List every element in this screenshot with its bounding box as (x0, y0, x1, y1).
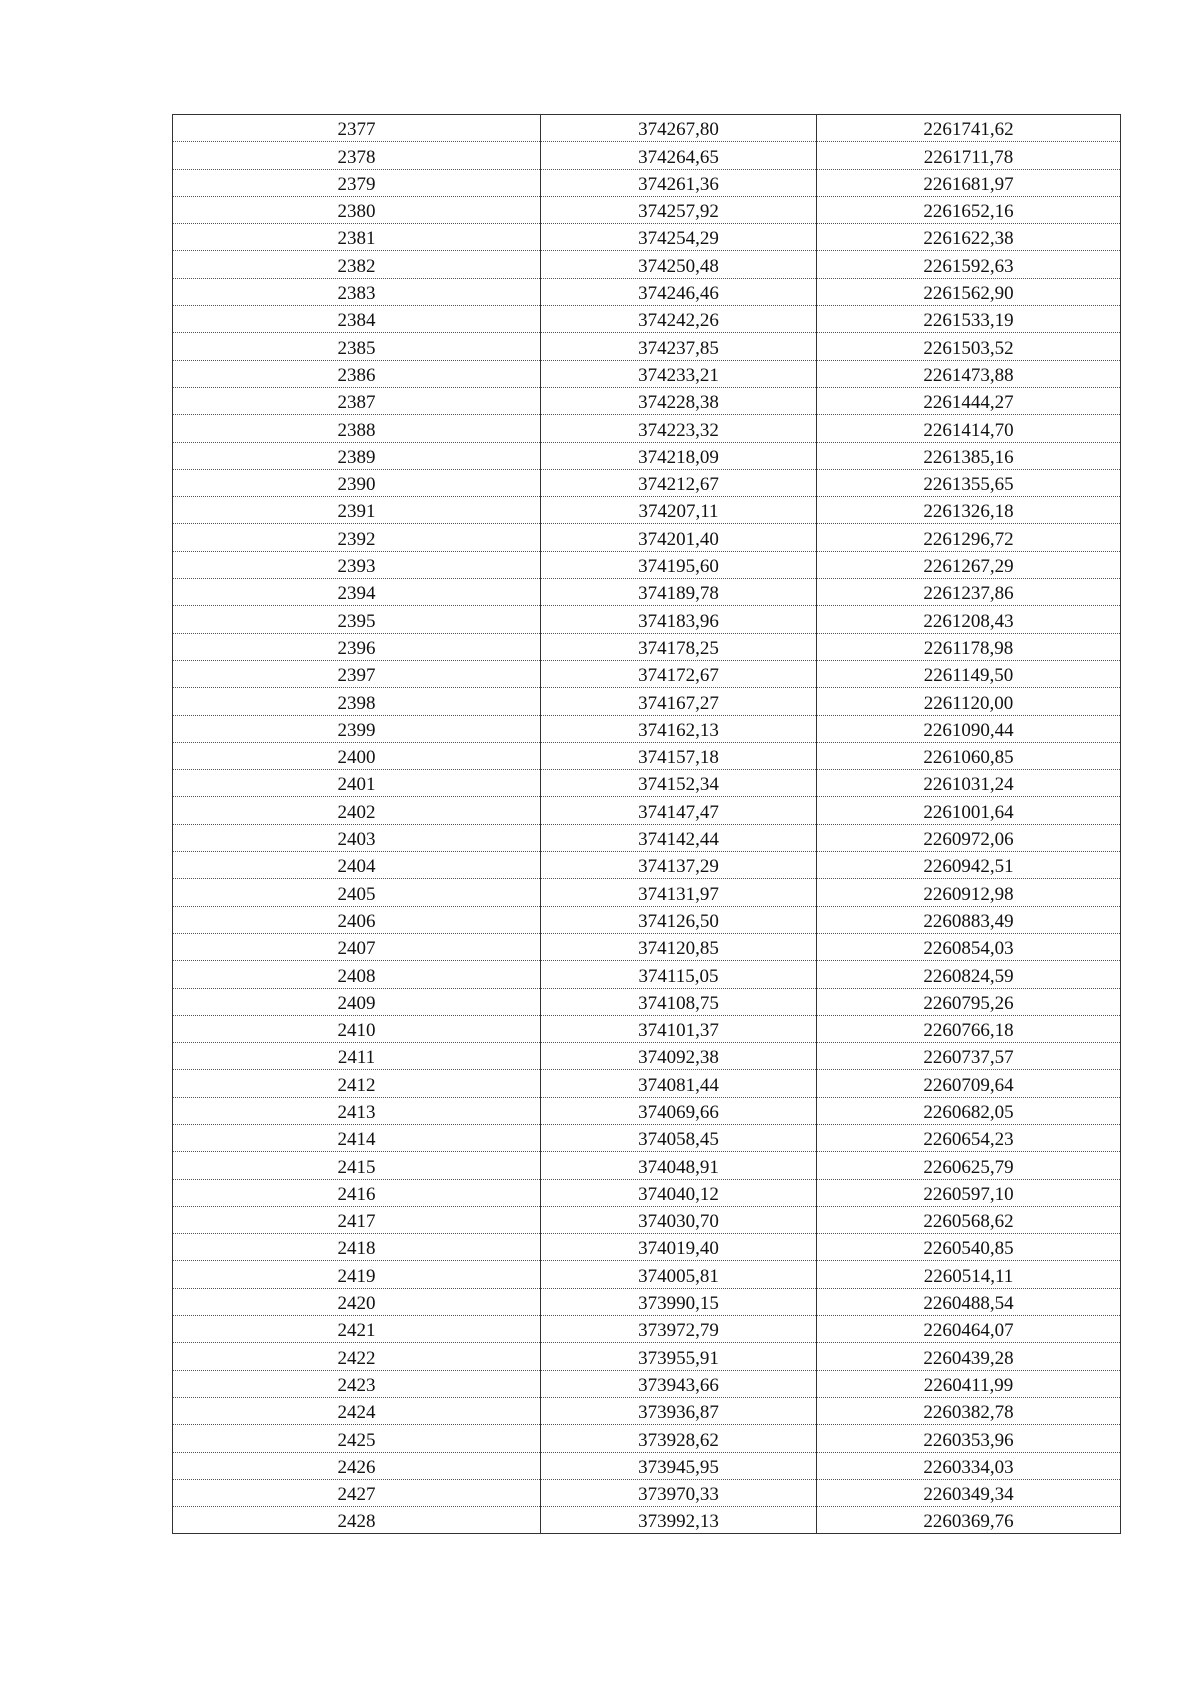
point-number-cell: 2389 (173, 442, 541, 469)
x-coordinate-cell: 374261,36 (541, 169, 817, 196)
x-coordinate-cell: 373992,13 (541, 1507, 817, 1534)
point-number-cell: 2402 (173, 797, 541, 824)
point-number-cell: 2410 (173, 1015, 541, 1042)
table-row (173, 1152, 1121, 1179)
y-coordinate-cell: 2261652,16 (817, 196, 1121, 223)
table-row (173, 1234, 1121, 1261)
y-coordinate-cell: 2260682,05 (817, 1097, 1121, 1124)
x-coordinate-cell: 374040,12 (541, 1179, 817, 1206)
table-row (173, 442, 1121, 469)
y-coordinate-cell: 2260514,11 (817, 1261, 1121, 1288)
y-coordinate-cell: 2260353,96 (817, 1425, 1121, 1452)
y-coordinate-cell: 2261060,85 (817, 742, 1121, 769)
x-coordinate-cell: 373970,33 (541, 1479, 817, 1506)
point-number-cell: 2382 (173, 251, 541, 278)
y-coordinate-cell: 2261208,43 (817, 606, 1121, 633)
table-row (173, 852, 1121, 879)
y-coordinate-cell: 2260439,28 (817, 1343, 1121, 1370)
table-row (173, 606, 1121, 633)
x-coordinate-cell: 374152,34 (541, 770, 817, 797)
point-number-cell: 2420 (173, 1288, 541, 1315)
table-row (173, 660, 1121, 687)
y-coordinate-cell: 2260854,03 (817, 933, 1121, 960)
table-row (173, 1043, 1121, 1070)
x-coordinate-cell: 374126,50 (541, 906, 817, 933)
point-number-cell: 2378 (173, 142, 541, 169)
x-coordinate-cell: 374030,70 (541, 1206, 817, 1233)
point-number-cell: 2401 (173, 770, 541, 797)
table-row (173, 879, 1121, 906)
point-number-cell: 2387 (173, 387, 541, 414)
y-coordinate-cell: 2260942,51 (817, 852, 1121, 879)
y-coordinate-cell: 2260795,26 (817, 988, 1121, 1015)
point-number-cell: 2416 (173, 1179, 541, 1206)
x-coordinate-cell: 374120,85 (541, 933, 817, 960)
x-coordinate-cell: 373955,91 (541, 1343, 817, 1370)
x-coordinate-cell: 374147,47 (541, 797, 817, 824)
table-row (173, 742, 1121, 769)
table-row (173, 333, 1121, 360)
table-row (173, 115, 1121, 142)
point-number-cell: 2414 (173, 1124, 541, 1151)
table-row (173, 824, 1121, 851)
table-row (173, 1479, 1121, 1506)
y-coordinate-cell: 2261326,18 (817, 497, 1121, 524)
table-row (173, 633, 1121, 660)
x-coordinate-cell: 374201,40 (541, 524, 817, 551)
point-number-cell: 2413 (173, 1097, 541, 1124)
x-coordinate-cell: 374250,48 (541, 251, 817, 278)
x-coordinate-cell: 373928,62 (541, 1425, 817, 1452)
table-row (173, 770, 1121, 797)
x-coordinate-cell: 374183,96 (541, 606, 817, 633)
table-row (173, 1261, 1121, 1288)
y-coordinate-cell: 2260568,62 (817, 1206, 1121, 1233)
x-coordinate-cell: 374131,97 (541, 879, 817, 906)
table-row (173, 524, 1121, 551)
coordinates-table (172, 114, 1121, 1534)
y-coordinate-cell: 2260709,64 (817, 1070, 1121, 1097)
x-coordinate-cell: 374019,40 (541, 1234, 817, 1261)
point-number-cell: 2398 (173, 688, 541, 715)
y-coordinate-cell: 2260488,54 (817, 1288, 1121, 1315)
y-coordinate-cell: 2260824,59 (817, 961, 1121, 988)
x-coordinate-cell: 374172,67 (541, 660, 817, 687)
table-row (173, 579, 1121, 606)
table-row (173, 1397, 1121, 1424)
point-number-cell: 2404 (173, 852, 541, 879)
point-number-cell: 2383 (173, 278, 541, 305)
table-row (173, 961, 1121, 988)
point-number-cell: 2426 (173, 1452, 541, 1479)
x-coordinate-cell: 374223,32 (541, 415, 817, 442)
x-coordinate-cell: 373945,95 (541, 1452, 817, 1479)
x-coordinate-cell: 373936,87 (541, 1397, 817, 1424)
table-row (173, 306, 1121, 333)
x-coordinate-cell: 374058,45 (541, 1124, 817, 1151)
y-coordinate-cell: 2261355,65 (817, 469, 1121, 496)
table-row (173, 142, 1121, 169)
y-coordinate-cell: 2261622,38 (817, 224, 1121, 251)
point-number-cell: 2388 (173, 415, 541, 442)
x-coordinate-cell: 374048,91 (541, 1152, 817, 1179)
x-coordinate-cell: 374162,13 (541, 715, 817, 742)
x-coordinate-cell: 373943,66 (541, 1370, 817, 1397)
y-coordinate-cell: 2261090,44 (817, 715, 1121, 742)
point-number-cell: 2396 (173, 633, 541, 660)
table-row (173, 688, 1121, 715)
table-row (173, 169, 1121, 196)
y-coordinate-cell: 2261031,24 (817, 770, 1121, 797)
y-coordinate-cell: 2260766,18 (817, 1015, 1121, 1042)
y-coordinate-cell: 2261237,86 (817, 579, 1121, 606)
x-coordinate-cell: 374233,21 (541, 360, 817, 387)
y-coordinate-cell: 2261533,19 (817, 306, 1121, 333)
table-row (173, 1425, 1121, 1452)
y-coordinate-cell: 2260334,03 (817, 1452, 1121, 1479)
x-coordinate-cell: 374237,85 (541, 333, 817, 360)
x-coordinate-cell: 374257,92 (541, 196, 817, 223)
y-coordinate-cell: 2260411,99 (817, 1370, 1121, 1397)
y-coordinate-cell: 2261267,29 (817, 551, 1121, 578)
x-coordinate-cell: 374242,26 (541, 306, 817, 333)
y-coordinate-cell: 2260382,78 (817, 1397, 1121, 1424)
x-coordinate-cell: 374142,44 (541, 824, 817, 851)
table-row (173, 1507, 1121, 1534)
x-coordinate-cell: 374092,38 (541, 1043, 817, 1070)
point-number-cell: 2397 (173, 660, 541, 687)
point-number-cell: 2406 (173, 906, 541, 933)
x-coordinate-cell: 374108,75 (541, 988, 817, 1015)
y-coordinate-cell: 2261178,98 (817, 633, 1121, 660)
x-coordinate-cell: 374137,29 (541, 852, 817, 879)
x-coordinate-cell: 374005,81 (541, 1261, 817, 1288)
x-coordinate-cell: 374212,67 (541, 469, 817, 496)
point-number-cell: 2385 (173, 333, 541, 360)
y-coordinate-cell: 2261473,88 (817, 360, 1121, 387)
x-coordinate-cell: 374195,60 (541, 551, 817, 578)
point-number-cell: 2415 (173, 1152, 541, 1179)
x-coordinate-cell: 374167,27 (541, 688, 817, 715)
x-coordinate-cell: 374264,65 (541, 142, 817, 169)
point-number-cell: 2379 (173, 169, 541, 196)
y-coordinate-cell: 2261444,27 (817, 387, 1121, 414)
table-row (173, 715, 1121, 742)
x-coordinate-cell: 374101,37 (541, 1015, 817, 1042)
y-coordinate-cell: 2261414,70 (817, 415, 1121, 442)
table-row (173, 551, 1121, 578)
point-number-cell: 2394 (173, 579, 541, 606)
point-number-cell: 2381 (173, 224, 541, 251)
point-number-cell: 2412 (173, 1070, 541, 1097)
point-number-cell: 2421 (173, 1316, 541, 1343)
table-row (173, 906, 1121, 933)
point-number-cell: 2424 (173, 1397, 541, 1424)
y-coordinate-cell: 2261120,00 (817, 688, 1121, 715)
x-coordinate-cell: 373990,15 (541, 1288, 817, 1315)
y-coordinate-cell: 2260464,07 (817, 1316, 1121, 1343)
y-coordinate-cell: 2261741,62 (817, 115, 1121, 142)
point-number-cell: 2427 (173, 1479, 541, 1506)
y-coordinate-cell: 2260625,79 (817, 1152, 1121, 1179)
y-coordinate-cell: 2260654,23 (817, 1124, 1121, 1151)
table-row (173, 251, 1121, 278)
y-coordinate-cell: 2260597,10 (817, 1179, 1121, 1206)
point-number-cell: 2399 (173, 715, 541, 742)
y-coordinate-cell: 2260912,98 (817, 879, 1121, 906)
point-number-cell: 2393 (173, 551, 541, 578)
point-number-cell: 2418 (173, 1234, 541, 1261)
y-coordinate-cell: 2260972,06 (817, 824, 1121, 851)
table-row (173, 988, 1121, 1015)
table-row (173, 1015, 1121, 1042)
y-coordinate-cell: 2261681,97 (817, 169, 1121, 196)
y-coordinate-cell: 2260369,76 (817, 1507, 1121, 1534)
x-coordinate-cell: 374207,11 (541, 497, 817, 524)
point-number-cell: 2405 (173, 879, 541, 906)
y-coordinate-cell: 2261562,90 (817, 278, 1121, 305)
table-row (173, 224, 1121, 251)
point-number-cell: 2423 (173, 1370, 541, 1397)
coordinates-table-body (173, 115, 1121, 1534)
point-number-cell: 2400 (173, 742, 541, 769)
point-number-cell: 2377 (173, 115, 541, 142)
table-row (173, 1316, 1121, 1343)
y-coordinate-cell: 2260883,49 (817, 906, 1121, 933)
table-row (173, 1206, 1121, 1233)
point-number-cell: 2390 (173, 469, 541, 496)
x-coordinate-cell: 373972,79 (541, 1316, 817, 1343)
table-row (173, 278, 1121, 305)
table-row (173, 1124, 1121, 1151)
point-number-cell: 2386 (173, 360, 541, 387)
point-number-cell: 2419 (173, 1261, 541, 1288)
x-coordinate-cell: 374178,25 (541, 633, 817, 660)
table-row (173, 1343, 1121, 1370)
table-row (173, 1179, 1121, 1206)
y-coordinate-cell: 2261503,52 (817, 333, 1121, 360)
table-row (173, 387, 1121, 414)
table-row (173, 469, 1121, 496)
table-row (173, 1097, 1121, 1124)
x-coordinate-cell: 374267,80 (541, 115, 817, 142)
point-number-cell: 2428 (173, 1507, 541, 1534)
y-coordinate-cell: 2261592,63 (817, 251, 1121, 278)
table-row (173, 1370, 1121, 1397)
x-coordinate-cell: 374218,09 (541, 442, 817, 469)
table-row (173, 415, 1121, 442)
point-number-cell: 2403 (173, 824, 541, 851)
y-coordinate-cell: 2261149,50 (817, 660, 1121, 687)
y-coordinate-cell: 2261001,64 (817, 797, 1121, 824)
table-row (173, 196, 1121, 223)
y-coordinate-cell: 2260540,85 (817, 1234, 1121, 1261)
point-number-cell: 2425 (173, 1425, 541, 1452)
point-number-cell: 2411 (173, 1043, 541, 1070)
point-number-cell: 2417 (173, 1206, 541, 1233)
x-coordinate-cell: 374246,46 (541, 278, 817, 305)
x-coordinate-cell: 374069,66 (541, 1097, 817, 1124)
point-number-cell: 2422 (173, 1343, 541, 1370)
x-coordinate-cell: 374081,44 (541, 1070, 817, 1097)
point-number-cell: 2407 (173, 933, 541, 960)
table-row (173, 797, 1121, 824)
point-number-cell: 2392 (173, 524, 541, 551)
point-number-cell: 2395 (173, 606, 541, 633)
table-row (173, 933, 1121, 960)
y-coordinate-cell: 2261711,78 (817, 142, 1121, 169)
table-row (173, 360, 1121, 387)
x-coordinate-cell: 374228,38 (541, 387, 817, 414)
table-row (173, 1288, 1121, 1315)
y-coordinate-cell: 2261296,72 (817, 524, 1121, 551)
point-number-cell: 2380 (173, 196, 541, 223)
point-number-cell: 2384 (173, 306, 541, 333)
point-number-cell: 2391 (173, 497, 541, 524)
point-number-cell: 2408 (173, 961, 541, 988)
x-coordinate-cell: 374157,18 (541, 742, 817, 769)
table-row (173, 1452, 1121, 1479)
table-row (173, 1070, 1121, 1097)
y-coordinate-cell: 2261385,16 (817, 442, 1121, 469)
x-coordinate-cell: 374115,05 (541, 961, 817, 988)
x-coordinate-cell: 374254,29 (541, 224, 817, 251)
x-coordinate-cell: 374189,78 (541, 579, 817, 606)
point-number-cell: 2409 (173, 988, 541, 1015)
y-coordinate-cell: 2260349,34 (817, 1479, 1121, 1506)
y-coordinate-cell: 2260737,57 (817, 1043, 1121, 1070)
table-row (173, 497, 1121, 524)
